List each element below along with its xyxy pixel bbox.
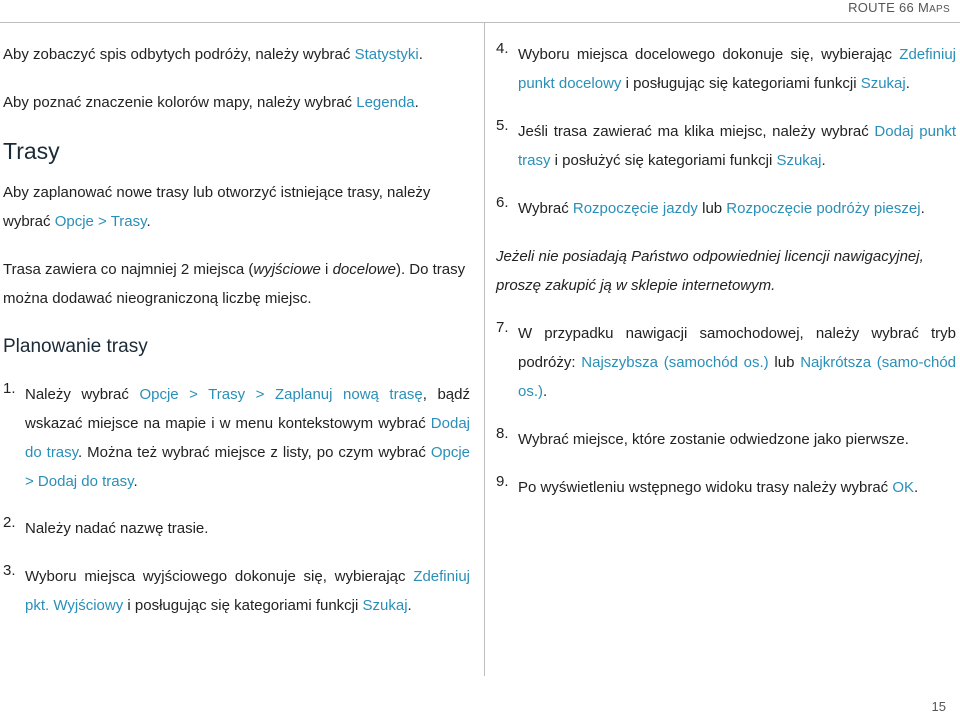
- step-5: 5. Jeśli trasa zawierać ma klika miejsc, należy wybrać Dodaj punkt trasy i posłużyć się kategoriami funkcji Szukaj.: [496, 117, 956, 169]
- link-szukaj[interactable]: Szukaj: [860, 75, 906, 92]
- trasy-paragraph-2: Trasa zawiera co najmniej 2 miejsca (wyjściowe i docelowe). Do trasy można dodawać nieograniczoną liczbę miejsc.: [3, 261, 466, 307]
- step-3: 3. Wyboru miejsca wyjściowego dokonuje się, wybierając Zdefiniuj pkt. Wyjściowy i posługując się kategoriami funkcji Szukaj.: [3, 562, 470, 614]
- step-7: 7. W przypadku nawigacji samochodowej, należy wybrać tryb podróży: Najszybsza (samochód os.) lub Najkrótsza (samo-chód os.).: [496, 319, 957, 400]
- link-rozpoczecie-podrozy-pieszej[interactable]: Rozpoczęcie podróży pieszej: [726, 200, 921, 217]
- right-column: [496, 40, 956, 502]
- link-opcje-dodaj-do-trasy[interactable]: Opcje > Dodaj do trasy: [25, 444, 470, 490]
- heading-trasy: Trasy: [3, 138, 60, 164]
- header-rule: [0, 22, 960, 23]
- link-szukaj[interactable]: Szukaj: [776, 152, 822, 169]
- running-header: [848, 0, 950, 15]
- running-header-title-small: APS: [929, 4, 950, 15]
- link-dodaj-do-trasy[interactable]: Dodaj do trasy: [25, 415, 470, 461]
- step-1: 1. Należy wybrać Opcje > Trasy > Zaplanuj nową trasę, bądź wskazać miejsce na mapie i w menu kontekstowym wybrać Dodaj do trasy. Można też wybrać miejsce z listy, po czym wybrać Opcje > Dodaj do trasy.: [3, 380, 470, 490]
- link-zdefiniuj-punkt-docelowy[interactable]: Zdefiniuj punkt docelowy: [518, 46, 956, 92]
- step-8: 8. Wybrać miejsce, które zostanie odwiedzone jako pierwsze.: [496, 425, 909, 448]
- link-szukaj[interactable]: Szukaj: [362, 597, 408, 614]
- link-rozpoczecie-jazdy[interactable]: Rozpoczęcie jazdy: [572, 200, 698, 217]
- heading-planowanie-trasy: Planowanie trasy: [3, 336, 148, 357]
- left-column: [3, 40, 470, 620]
- step-2: 2. Należy nadać nazwę trasie.: [3, 514, 209, 537]
- running-header-title: ROUTE 66 M: [848, 0, 930, 15]
- link-najkrotsza[interactable]: Najkrótsza (samo-chód os.): [518, 354, 957, 400]
- page-number: 15: [931, 699, 946, 714]
- intro-legend: Aby poznać znaczenie kolorów mapy, należy wybrać Legenda.: [3, 94, 419, 111]
- link-ok[interactable]: OK: [892, 479, 915, 496]
- column-divider: [484, 22, 485, 676]
- step-9: 9. Po wyświetleniu wstępnego widoku trasy należy wybrać OK.: [496, 473, 919, 496]
- license-note: Jeżeli nie posiadają Państwo odpowiedniej licencji nawigacyjnej, proszę zakupić ją w sklepie internetowym.: [496, 248, 924, 294]
- link-zaplanuj-nowa-trase[interactable]: Opcje > Trasy > Zaplanuj nową trasę: [139, 386, 423, 403]
- link-zdefiniuj-pkt-wyjsciowy[interactable]: Zdefiniuj pkt. Wyjściowy: [25, 568, 470, 614]
- link-opcje-trasy[interactable]: Opcje > Trasy: [54, 213, 147, 230]
- link-najszybsza[interactable]: Najszybsza (samochód os.): [581, 354, 769, 371]
- trasy-paragraph-1: Aby zaplanować nowe trasy lub otworzyć istniejące trasy, należy wybrać Opcje > Trasy.: [3, 184, 431, 230]
- intro-statistics: Aby zobaczyć spis odbytych podróży, należy wybrać Statystyki.: [3, 46, 423, 63]
- link-legenda[interactable]: Legenda: [356, 94, 415, 111]
- step-4: 4. Wyboru miejsca docelowego dokonuje się, wybierając Zdefiniuj punkt docelowy i posługując się kategoriami funkcji Szukaj.: [496, 40, 956, 92]
- link-dodaj-punkt-trasy[interactable]: Dodaj punkt trasy: [518, 123, 956, 169]
- step-6: 6. Wybrać Rozpoczęcie jazdy lub Rozpoczęcie podróży pieszej.: [496, 194, 925, 217]
- link-statystyki[interactable]: Statystyki: [354, 46, 419, 63]
